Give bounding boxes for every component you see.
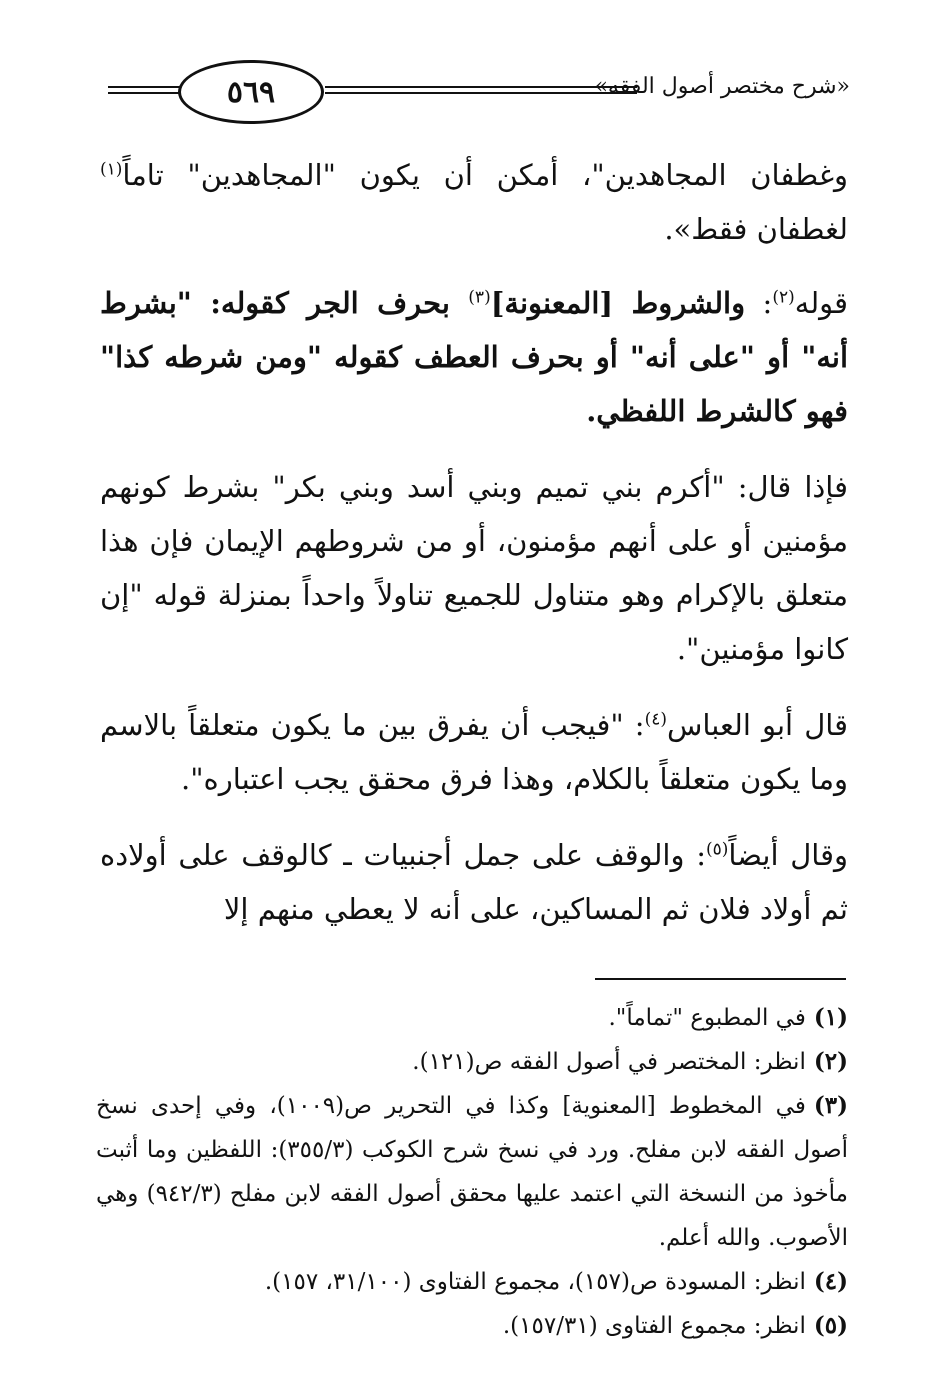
paragraph-2 bbox=[100, 276, 848, 438]
footnote-text-4: انظر: المسودة ص(١٥٧)، مجموع الفتاوى (٣١/١٠٠، ١٥٧). bbox=[264, 1269, 806, 1295]
paragraph-3: فإذا قال: "أكرم بني تميم وبني أسد وبني بكر" بشرط كونهم مؤمنين أو على أنهم مؤمنون، أو من شروطهم الإيمان فإن هذا متعلق بالإكرام وهو متناول للجميع تناولاً واحداً بمنزلة قوله "إن كانوا مؤمنين". bbox=[100, 470, 848, 666]
footnote-number-2: (٢) bbox=[813, 1048, 848, 1075]
footnote-ref-2: (٢) bbox=[772, 287, 795, 308]
footnote-4 bbox=[96, 1260, 848, 1304]
paragraph-4 bbox=[100, 698, 848, 806]
footnote-3 bbox=[96, 1084, 848, 1260]
footnote-ref-4: (٤) bbox=[644, 709, 667, 730]
footnote-ref-1: (١) bbox=[100, 159, 123, 180]
paragraph-1 bbox=[100, 148, 848, 256]
header-rule-right bbox=[325, 86, 637, 94]
page-header bbox=[0, 0, 949, 120]
paragraph-4-text: : "فيجب أن يفرق بين ما يكون متعلقاً بالاسم وما يكون متعلقاً بالكلام، وهذا فرق محقق يجب اعتباره". bbox=[100, 708, 848, 796]
paragraph-4-lead: قال أبو العباس bbox=[667, 708, 848, 742]
footnote-number-1: (١) bbox=[813, 1004, 848, 1031]
paragraph-5 bbox=[100, 828, 848, 936]
main-text bbox=[100, 148, 848, 958]
paragraph-2-lead: قوله bbox=[794, 286, 848, 320]
footnote-number-3: (٣) bbox=[813, 1092, 848, 1119]
footnote-2 bbox=[96, 1040, 848, 1084]
page-number: ٥٦٩ bbox=[178, 60, 324, 124]
footnotes bbox=[96, 996, 848, 1348]
footnote-text-1: في المطبوع "تماماً". bbox=[608, 1005, 806, 1031]
paragraph-2-colon: : bbox=[745, 286, 773, 320]
paragraph-1-text: وغطفان المجاهدين"، أمكن أن يكون "المجاهدين" تاماً bbox=[122, 158, 848, 192]
paragraph-5-text: : والوقف على جمل أجنبيات ـ كالوقف على أولاده ثم أولاد فلان ثم المساكين، على أنه لا يعطي منهم إلا bbox=[100, 838, 848, 926]
footnote-number-5: (٥) bbox=[813, 1312, 848, 1339]
footnote-ref-3: (٣) bbox=[468, 287, 491, 308]
paragraph-2-quote-start: والشروط [المعنونة] bbox=[490, 286, 746, 320]
footnote-separator bbox=[595, 978, 846, 980]
paragraph-2-quote-end: بحرف الجر كقوله: "بشرط أنه" أو "على أنه" أو بحرف العطف كقوله "ومن شرطه كذا" فهو كالشرط اللفظي. bbox=[100, 286, 848, 428]
footnote-ref-5: (٥) bbox=[705, 839, 729, 860]
footnote-1 bbox=[96, 996, 848, 1040]
footnote-number-4: (٤) bbox=[813, 1268, 848, 1295]
footnote-text-2: انظر: المختصر في أصول الفقه ص(١٢١). bbox=[412, 1049, 806, 1075]
running-title: «شرح مختصر أصول الفقه» bbox=[594, 74, 850, 99]
footnote-text-3: في المخطوط [المعنوية] وكذا في التحرير ص(١٠٠٩)، وفي إحدى نسخ أصول الفقه لابن مفلح. ورد في نسخ شرح الكوكب (٣٥٥/٣): اللفظين وما أثبت مأخوذ من النسخة التي اعتمد عليها محقق أصول الفقه لابن مفلح (٩٤٢/٣) وهي الأصوب. والله أعلم. bbox=[96, 1093, 848, 1251]
paragraph-1-text-end: لغطفان فقط». bbox=[664, 212, 848, 246]
footnote-5 bbox=[96, 1304, 848, 1348]
footnote-text-5: انظر: مجموع الفتاوى (١٥٧/٣١). bbox=[502, 1313, 806, 1339]
paragraph-5-lead: وقال أيضاً bbox=[728, 838, 848, 872]
